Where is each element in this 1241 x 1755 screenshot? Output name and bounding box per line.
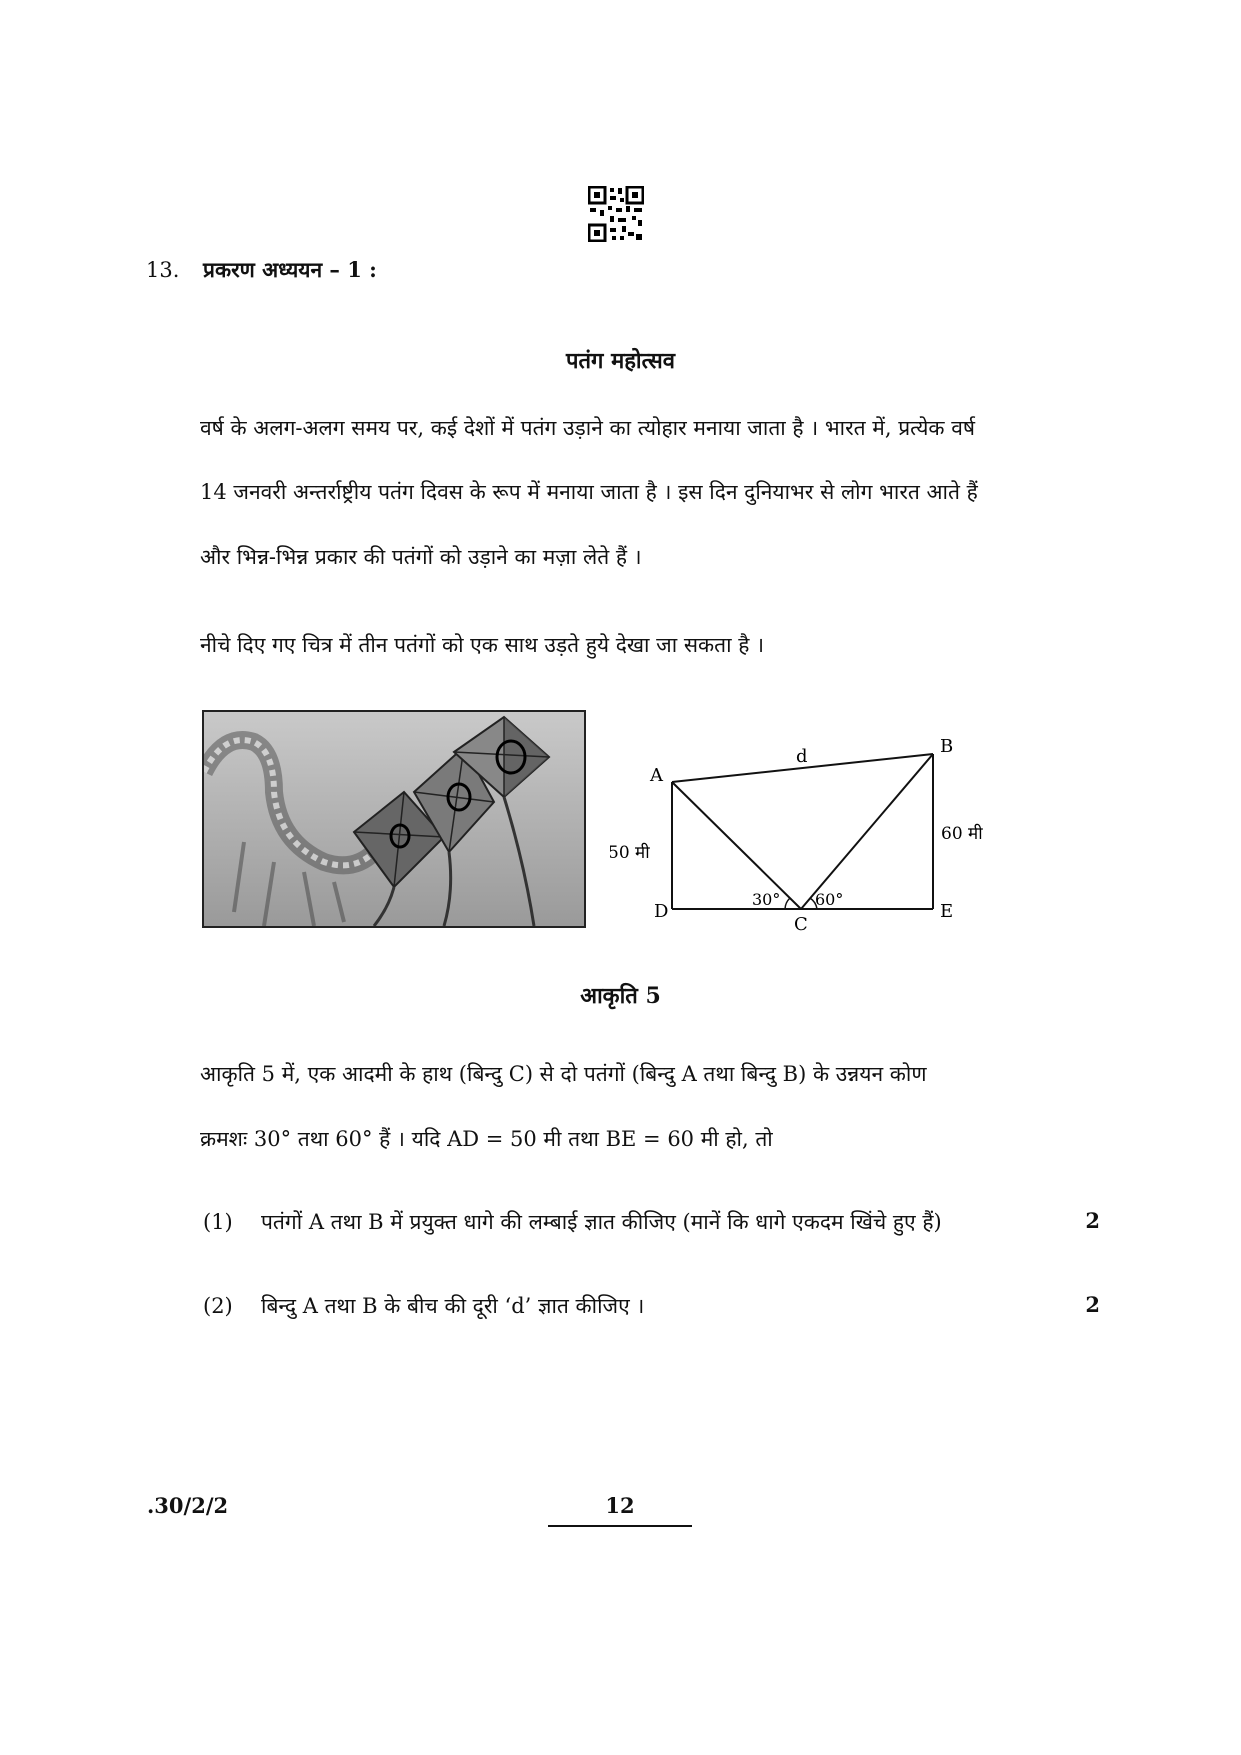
marks-label: 2: [1085, 1208, 1100, 1233]
marks-label: 2: [1085, 1292, 1100, 1317]
qr-code: [588, 186, 644, 242]
figure-caption: आकृति 5: [580, 983, 661, 1009]
label-angle-30: 30°: [752, 890, 781, 909]
label-e: E: [940, 901, 954, 922]
sub-question-text: पतंगों A तथा B में प्रयुक्त धागे की लम्बाई ज्ञात कीजिए (मानें कि धागे एकदम खिंचे हुए हैं): [261, 1210, 942, 1234]
label-d: D: [654, 901, 669, 922]
paragraph-line-5: आकृति 5 में, एक आदमी के हाथ (बिन्दु C) से दो पतंगों (बिन्दु A तथा बिन्दु B) के उन्नयन कोण: [200, 1062, 927, 1086]
label-distance-d: d: [796, 746, 808, 767]
paragraph-line-4: नीचे दिए गए चित्र में तीन पतंगों को एक साथ उड़ते हुये देखा जा सकता है ।: [200, 633, 765, 657]
page-number-underline: [548, 1525, 692, 1527]
geometry-diagram: [610, 730, 990, 940]
kite-photo: [202, 710, 586, 928]
paragraph-line-2: 14 जनवरी अन्तर्राष्ट्रीय पतंग दिवस के रूप में मनाया जाता है । इस दिन दुनियाभर से लोग भारत आते हैं: [200, 480, 978, 504]
case-study-subtitle: पतंग महोत्सव: [565, 348, 675, 374]
sub-question-text: बिन्दु A तथा B के बीच की दूरी ‘d’ ज्ञात कीजिए ।: [261, 1294, 645, 1318]
angle-arc-left: [785, 898, 790, 909]
label-b: B: [940, 736, 954, 757]
paragraph-line-3: और भिन्न-भिन्न प्रकार की पतंगों को उड़ाने का मज़ा लेते हैं ।: [200, 545, 642, 569]
label-a: A: [650, 765, 663, 786]
page-number: 12: [605, 1493, 635, 1518]
line-bc: [801, 754, 933, 909]
sub-question-1: [203, 1208, 1103, 1236]
question-number: 13.: [146, 258, 180, 282]
line-ac: [672, 782, 801, 909]
label-c: C: [794, 914, 808, 935]
label-ad-length: 50 मी: [610, 843, 650, 863]
label-angle-60: 60°: [815, 890, 844, 909]
paper-code: .30/2/2: [147, 1493, 229, 1518]
question-title: प्रकरण अध्ययन – 1 :: [203, 257, 377, 282]
sub-question-number: (1): [203, 1210, 233, 1234]
sub-question-number: (2): [203, 1294, 233, 1318]
paragraph-line-1: वर्ष के अलग-अलग समय पर, कई देशों में पतंग उड़ाने का त्योहार मनाया जाता है । भारत में, प्रत्येक वर्ष: [200, 416, 976, 440]
label-be-length: 60 मी: [941, 824, 983, 844]
sub-question-2: [203, 1292, 1103, 1320]
paragraph-line-6: क्रमशः 30° तथा 60° हैं । यदि AD = 50 मी तथा BE = 60 मी हो, तो: [200, 1127, 773, 1151]
